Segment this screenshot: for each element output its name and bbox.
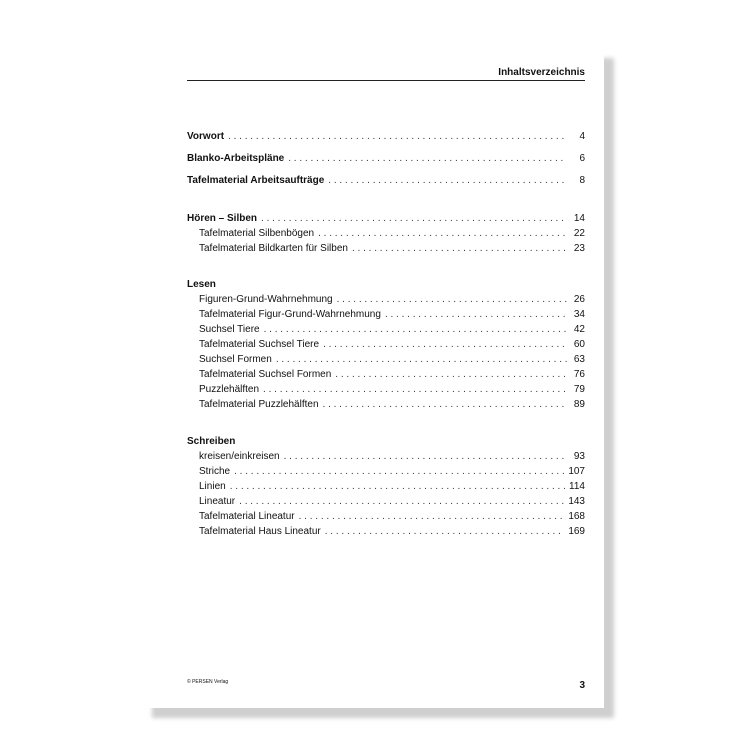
toc-entry-title: Striche bbox=[199, 466, 231, 477]
toc-entry-title: Tafelmaterial Bildkarten für Silben bbox=[199, 243, 348, 254]
toc-entry-title: Tafelmaterial Puzzlehälften bbox=[199, 399, 319, 410]
toc-leader-dots bbox=[234, 466, 564, 477]
toc-entry-page: 168 bbox=[568, 511, 585, 522]
footer-publisher: © PERSEN Verlag bbox=[187, 679, 229, 685]
toc-entry-page: 6 bbox=[579, 153, 585, 164]
toc-entry-page: 107 bbox=[568, 466, 585, 477]
toc-entry-page: 89 bbox=[573, 399, 585, 410]
toc-subentry bbox=[199, 243, 585, 257]
toc-entry-title: Hören – Silben bbox=[187, 213, 258, 224]
toc-leader-dots bbox=[325, 526, 565, 537]
toc-entry-page: 4 bbox=[579, 131, 585, 142]
toc-entry-page: 143 bbox=[568, 496, 585, 507]
toc-entry-page: 76 bbox=[573, 369, 585, 380]
toc-subentry bbox=[199, 339, 585, 353]
toc-leader-dots bbox=[385, 309, 567, 320]
toc-entry-title: Tafelmaterial Haus Lineatur bbox=[199, 526, 321, 537]
toc-entry-title: Tafelmaterial Figur-Grund-Wahrnehmung bbox=[199, 309, 381, 320]
toc-leader-dots bbox=[352, 243, 567, 254]
toc-subentry bbox=[199, 369, 585, 383]
toc-leader-dots bbox=[261, 213, 567, 224]
footer-page-number: 3 bbox=[579, 680, 585, 691]
toc-entry-title: Suchsel Tiere bbox=[199, 324, 260, 335]
toc-subentry bbox=[199, 324, 585, 338]
toc-subentry bbox=[199, 384, 585, 398]
toc-leader-dots bbox=[230, 481, 565, 492]
toc-leader-dots bbox=[337, 294, 567, 305]
toc-leader-dots bbox=[328, 175, 567, 186]
toc-subentry bbox=[199, 294, 585, 308]
toc-entry-title: Tafelmaterial Lineatur bbox=[199, 511, 295, 522]
toc-leader-dots bbox=[288, 153, 567, 164]
section-heading-schreiben: Schreiben bbox=[187, 436, 236, 447]
toc-entry-page: 23 bbox=[573, 243, 585, 254]
toc-entry-tafel-arbeitsauftraege bbox=[187, 175, 585, 189]
toc-subentry bbox=[199, 496, 585, 510]
toc-leader-dots bbox=[276, 354, 567, 365]
toc-leader-dots bbox=[263, 384, 567, 395]
toc-subentry bbox=[199, 228, 585, 242]
toc-subentry bbox=[199, 526, 585, 540]
toc-entry-title: Suchsel Formen bbox=[199, 354, 272, 365]
toc-leader-dots bbox=[335, 369, 567, 380]
toc-leader-dots bbox=[323, 339, 567, 350]
page-header-title: Inhaltsverzeichnis bbox=[498, 67, 585, 78]
toc-entry-page: 34 bbox=[573, 309, 585, 320]
toc-entry-page: 26 bbox=[573, 294, 585, 305]
toc-entry-blanko bbox=[187, 153, 585, 167]
toc-subentry bbox=[199, 354, 585, 368]
toc-leader-dots bbox=[228, 131, 567, 142]
toc-entry-title: Tafelmaterial Silbenbögen bbox=[199, 228, 315, 239]
toc-entry-title: Tafelmaterial Suchsel Formen bbox=[199, 369, 332, 380]
toc-entry-title: kreisen/einkreisen bbox=[199, 451, 280, 462]
toc-entry-page: 60 bbox=[573, 339, 585, 350]
toc-entry-title: Vorwort bbox=[187, 131, 225, 142]
toc-subentry bbox=[199, 309, 585, 323]
toc-entry-page: 14 bbox=[573, 213, 585, 224]
toc-entry-page: 8 bbox=[579, 175, 585, 186]
toc-leader-dots bbox=[299, 511, 565, 522]
toc-entry-title: Linien bbox=[199, 481, 226, 492]
toc-subentry bbox=[199, 511, 585, 525]
toc-entry-title: Puzzlehälften bbox=[199, 384, 260, 395]
toc-entry-page: 79 bbox=[573, 384, 585, 395]
toc-entry-page: 42 bbox=[573, 324, 585, 335]
toc-entry-vorwort bbox=[187, 131, 585, 145]
toc-entry-page: 22 bbox=[573, 228, 585, 239]
toc-entry-title: Tafelmaterial Suchsel Tiere bbox=[199, 339, 320, 350]
section-heading-lesen: Lesen bbox=[187, 279, 216, 290]
toc-subentry bbox=[199, 466, 585, 480]
toc-entry-page: 63 bbox=[573, 354, 585, 365]
toc-leader-dots bbox=[239, 496, 564, 507]
toc-entry-hoeren-silben bbox=[187, 213, 585, 227]
toc-subentry bbox=[199, 481, 585, 495]
toc-entry-page: 169 bbox=[568, 526, 585, 537]
toc-entry-title: Blanko-Arbeitspläne bbox=[187, 153, 285, 164]
toc-entry-page: 93 bbox=[573, 451, 585, 462]
toc-leader-dots bbox=[323, 399, 567, 410]
toc-leader-dots bbox=[318, 228, 567, 239]
document-page bbox=[147, 45, 604, 708]
header-rule bbox=[187, 80, 585, 81]
toc-entry-title: Figuren-Grund-Wahrnehmung bbox=[199, 294, 333, 305]
toc-leader-dots bbox=[284, 451, 567, 462]
toc-leader-dots bbox=[264, 324, 567, 335]
toc-subentry bbox=[199, 451, 585, 465]
toc-entry-page: 114 bbox=[569, 481, 585, 492]
toc-subentry bbox=[199, 399, 585, 413]
toc-entry-title: Tafelmaterial Arbeitsaufträge bbox=[187, 175, 325, 186]
toc-entry-title: Lineatur bbox=[199, 496, 236, 507]
